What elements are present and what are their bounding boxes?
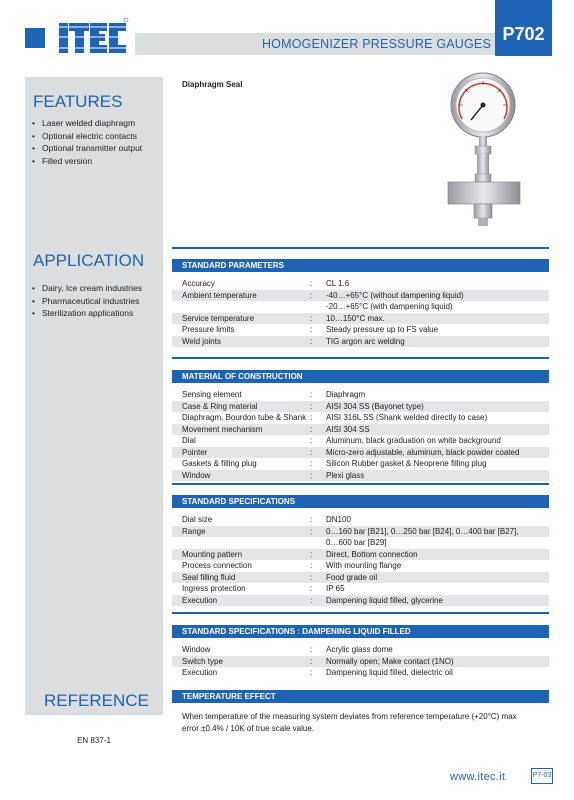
section-header-temperature: TEMPERATURE EFFECT bbox=[172, 690, 549, 703]
features-list bbox=[32, 117, 142, 167]
table-row: Seal filling fluid : Food grade oil bbox=[172, 572, 549, 584]
param-key: Pointer bbox=[172, 447, 308, 459]
table-row: Dial size : DN100 bbox=[172, 514, 549, 526]
section-header-dampening: STANDARD SPECIFICATIONS : DAMPENING LIQUID FILLED bbox=[172, 625, 549, 638]
table-row: Sensing element : Diaphragm bbox=[172, 389, 549, 401]
section-rule bbox=[172, 612, 549, 614]
param-key: Case & Ring material bbox=[172, 401, 308, 413]
param-key: Movement mechanism bbox=[172, 424, 308, 436]
param-key: Execution bbox=[182, 668, 218, 677]
table-row bbox=[172, 537, 549, 549]
param-key: Switch type bbox=[172, 656, 308, 668]
param-key: Gaskets & filling plug bbox=[182, 459, 257, 468]
table-row: Range : 0…160 bar [B21], 0…250 bar [B24], 0…400 bar [B27], bbox=[172, 526, 549, 538]
param-value: AISI 316L SS (Shank welded directly to case) bbox=[326, 413, 488, 422]
param-key: Accuracy bbox=[182, 279, 215, 288]
param-value: 0…600 bar [B29] bbox=[326, 538, 387, 547]
param-key: Window bbox=[182, 645, 211, 654]
section-header-material: MATERIAL OF CONSTRUCTION bbox=[172, 370, 549, 383]
section-rule bbox=[172, 247, 549, 249]
list-item: • Laser welded diaphragm bbox=[32, 117, 142, 130]
table-row: Ambient temperature : -40…+65°C (without dampening liquid) bbox=[172, 290, 549, 302]
param-value: 0…160 bar [B21], 0…250 bar [B24], 0…400 bar [B27], bbox=[316, 526, 549, 538]
list-item: • Filled version bbox=[32, 155, 142, 168]
product-code-text: P702 bbox=[502, 24, 545, 44]
application-title: APPLICATION bbox=[33, 251, 145, 270]
reference-title: REFERENCE bbox=[44, 691, 149, 710]
param-value: AISI 304 SS bbox=[316, 424, 549, 436]
param-key: Seal filling fluid bbox=[172, 572, 308, 584]
param-value: Silicon Rubber gasket & Neoprene filling plug bbox=[326, 459, 487, 468]
param-key: Sensing element bbox=[182, 390, 242, 399]
param-value: AISI 304 SS (Bayonet type) bbox=[316, 401, 549, 413]
code-tab-top bbox=[495, 0, 552, 20]
product-code bbox=[495, 20, 552, 56]
param-key: Ambient temperature bbox=[172, 290, 308, 302]
section-rule bbox=[172, 483, 549, 485]
itec-logo bbox=[57, 17, 129, 57]
list-item: • Sterilization applications bbox=[32, 307, 142, 320]
table-row: Switch type : Normally open; Make contact (1NO) bbox=[172, 656, 549, 668]
temperature-text bbox=[182, 711, 552, 735]
table-row: Case & Ring material : AISI 304 SS (Bayonet type) bbox=[172, 401, 549, 413]
website-link[interactable]: www.itec.it bbox=[450, 771, 506, 783]
param-value: CL 1.6 bbox=[326, 279, 350, 288]
product-subtitle: Diaphragm Seal bbox=[182, 80, 243, 89]
param-value: With mounting flange bbox=[326, 561, 402, 570]
param-value: Plexi glass bbox=[316, 470, 549, 482]
application-list bbox=[32, 282, 142, 320]
table-row: Window : Acrylic glass dome bbox=[172, 644, 549, 656]
table-row: Window : Plexi glass bbox=[172, 470, 549, 482]
logo-square bbox=[25, 28, 45, 48]
param-value: Steady pressure up to FS value bbox=[326, 325, 439, 334]
param-value: Aluminum, black graduation on white background bbox=[326, 436, 501, 445]
param-key: Dial size bbox=[182, 515, 213, 524]
table-row: Pressure limits : Steady pressure up to FS value bbox=[172, 324, 549, 336]
table-row: Movement mechanism : AISI 304 SS bbox=[172, 424, 549, 436]
section-rule bbox=[172, 357, 549, 359]
table-row: Ingress protection : IP 65 bbox=[172, 583, 549, 595]
temperature-text-line: When temperature of the measuring system deviates from reference temperature (+20°C) max bbox=[182, 712, 517, 721]
list-item: • Optional electric contacts bbox=[32, 130, 142, 143]
reference-box bbox=[25, 715, 163, 783]
param-key: Mounting pattern bbox=[172, 549, 308, 561]
param-key: Execution bbox=[172, 595, 308, 607]
page-title: HOMOGENIZER PRESSURE GAUGES bbox=[261, 37, 491, 51]
param-value: Dampening liquid filled, glycerine bbox=[316, 595, 549, 607]
param-value: Diaphragm bbox=[326, 390, 366, 399]
param-value: Direct, Bottom connection bbox=[316, 549, 549, 561]
table-row: Mounting pattern : Direct, Bottom connection bbox=[172, 549, 549, 561]
table-row bbox=[172, 301, 549, 313]
section-header-standard-specs: STANDARD SPECIFICATIONS bbox=[172, 495, 549, 508]
param-value: -40…+65°C (without dampening liquid) bbox=[316, 290, 549, 302]
param-value: Dampening liquid filled, dielectric oil bbox=[326, 668, 453, 677]
param-value: Normally open; Make contact (1NO) bbox=[316, 656, 549, 668]
dampening-table bbox=[172, 644, 549, 679]
page-number: P7-03 bbox=[531, 768, 553, 784]
param-value: Acrylic glass dome bbox=[326, 645, 393, 654]
table-row: Accuracy : CL 1.6 bbox=[172, 278, 549, 290]
list-item: • Dairy, Ice cream industries bbox=[32, 282, 142, 295]
param-key: Service temperature bbox=[172, 313, 308, 325]
table-row: Dial : Aluminum, black graduation on white background bbox=[172, 435, 549, 447]
table-row: Process connection : With mounting flange bbox=[172, 560, 549, 572]
param-value: Micro-zero adjustable, aluminum, black powder coated bbox=[316, 447, 549, 459]
param-key: Diaphragm, Bourdon tube & Shank bbox=[182, 413, 307, 422]
param-value: TIG argon arc welding bbox=[316, 336, 549, 348]
reference-standard: EN 837-1 bbox=[77, 736, 111, 745]
table-row: Weld joints : TIG argon arc welding bbox=[172, 336, 549, 348]
param-value: -20…+65°C (with dampening liquid) bbox=[326, 302, 453, 311]
table-row: Diaphragm, Bourdon tube & Shank : AISI 316L SS (Shank welded directly to case) bbox=[172, 412, 549, 424]
standard-parameters-table bbox=[172, 278, 549, 347]
table-row: Service temperature : 10…150°C max. bbox=[172, 313, 549, 325]
param-key bbox=[172, 537, 308, 549]
param-key: Process connection bbox=[182, 561, 252, 570]
pressure-gauge-image bbox=[438, 72, 528, 232]
table-row: Execution : Dampening liquid filled, dielectric oil bbox=[172, 667, 549, 679]
sidebar bbox=[25, 77, 163, 783]
material-table bbox=[172, 389, 549, 481]
param-value: 10…150°C max. bbox=[316, 313, 549, 325]
standard-specs-table bbox=[172, 514, 549, 606]
table-row: Execution : Dampening liquid filled, glycerine bbox=[172, 595, 549, 607]
table-row: Pointer : Micro-zero adjustable, aluminum, black powder coated bbox=[172, 447, 549, 459]
section-header-standard-parameters: STANDARD PARAMETERS bbox=[172, 259, 549, 272]
temperature-text-line: error ±0.4% / 10K of true scale value. bbox=[182, 724, 315, 733]
param-key: Ingress protection bbox=[182, 584, 246, 593]
param-key bbox=[172, 301, 308, 313]
param-key: Dial bbox=[182, 436, 196, 445]
param-value: Food grade oil bbox=[316, 572, 549, 584]
param-value: IP 65 bbox=[326, 584, 345, 593]
param-value: DN100 bbox=[326, 515, 351, 524]
features-title: FEATURES bbox=[33, 92, 123, 111]
param-key: Window bbox=[172, 470, 308, 482]
param-key: Pressure limits bbox=[182, 325, 235, 334]
table-row: Gaskets & filling plug : Silicon Rubber gasket & Neoprene filling plug bbox=[172, 458, 549, 470]
param-key: Range bbox=[172, 526, 308, 538]
param-key: Weld joints bbox=[172, 336, 308, 348]
list-item: • Pharmaceutical industries bbox=[32, 295, 142, 308]
list-item: • Optional transmitter output bbox=[32, 142, 142, 155]
